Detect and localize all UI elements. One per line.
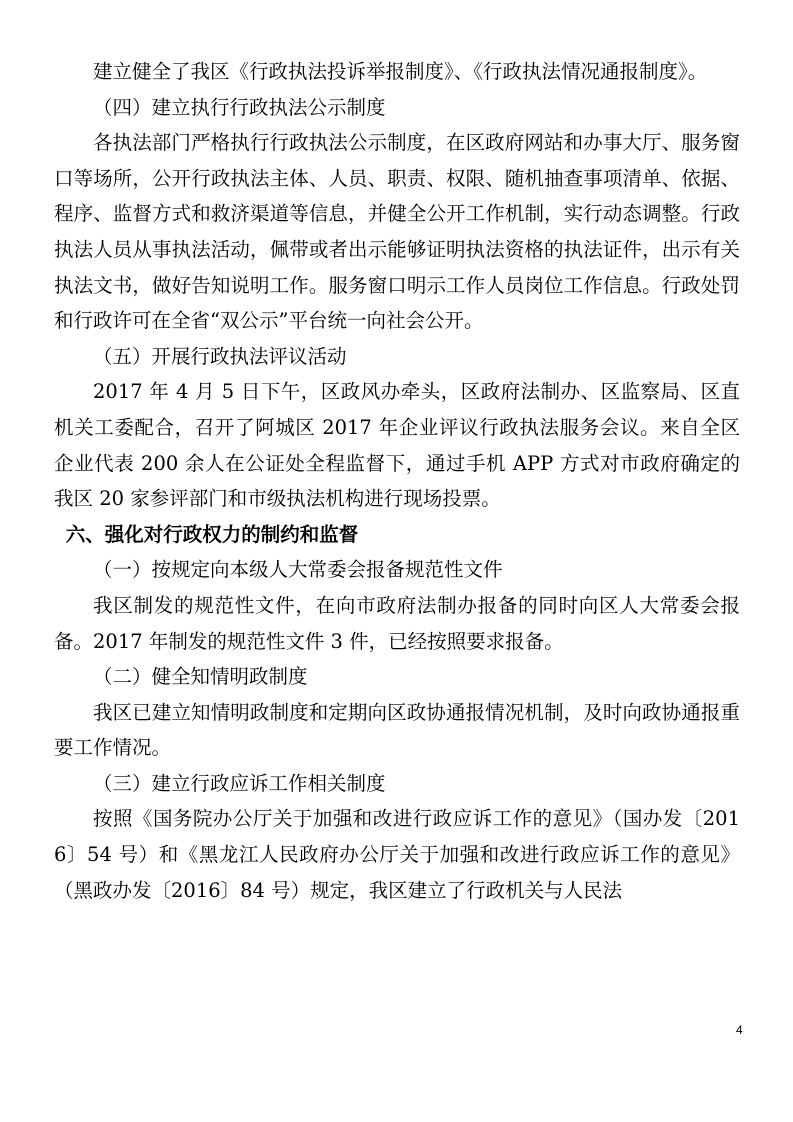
page-number: 4 (736, 1023, 743, 1037)
paragraph-publicity-system: 各执法部门严格执行行政执法公示制度，在区政府网站和办事大厅、服务窗口等场所，公开行政执法主体、人员、职责、权限、随机抽查事项清单、依据、程序、监督方式和救济渠道等信息，并健全公开工作机制，实行动态调整。行政执法人员从事执法活动，佩带或者出示能够证明执法资格的执法证件，出示有关执法文书，做好告知说明工作。服务窗口明示工作人员岗位工作信息。行政处罚和行政许可在全省“双公示”平台统一向社会公开。 (54, 131, 740, 333)
heading-litigation-system: （三）建立行政应诉工作相关制度 (93, 771, 386, 795)
paragraph-npc-filing: 我区制发的规范性文件，在向市政府法制办报备的同时向区人大常委会报备。2017 年制发的规范性文件 3 件，已经按照要求报备。 (54, 593, 740, 653)
heading-publicity-system: （四）建立执行行政执法公示制度 (93, 95, 386, 119)
paragraph-litigation-system: 按照《国务院办公厅关于加强和改进行政应诉工作的意见》（国办发〔2016〕54 号）和《黑龙江人民政府办公厅关于加强和改进行政应诉工作的意见》（黑政办发〔2016〕84 号）规定，我区建立了行政机关与人民法 (54, 807, 740, 902)
heading-transparency-system: （二）健全知情明政制度 (93, 665, 308, 689)
paragraph-transparency-system: 我区已建立知情明政制度和定期向区政协通报情况机制，及时向政协通报重要工作情况。 (54, 700, 740, 760)
section-heading-power-supervision: 六、强化对行政权力的制约和监督 (65, 522, 359, 546)
heading-npc-filing: （一）按规定向本级人大常委会报备规范性文件 (93, 558, 503, 582)
paragraph-enforcement-review: 2017 年 4 月 5 日下午，区政风办牵头，区政府法制办、区监察局、区直机关工委配合，召开了阿城区 2017 年企业评议行政执法服务会议。来自全区企业代表 200 余人在公证处全程监督下，通过手机 APP 方式对市政府确定的我区 20 家参评部门和市级执法机构进行现场投票。 (54, 380, 740, 511)
document-body (54, 54, 740, 908)
paragraph-complaint-system: 建立健全了我区《行政执法投诉举报制度》、《行政执法情况通报制度》。 (93, 60, 708, 83)
heading-enforcement-review: （五）开展行政执法评议活动 (93, 344, 347, 368)
